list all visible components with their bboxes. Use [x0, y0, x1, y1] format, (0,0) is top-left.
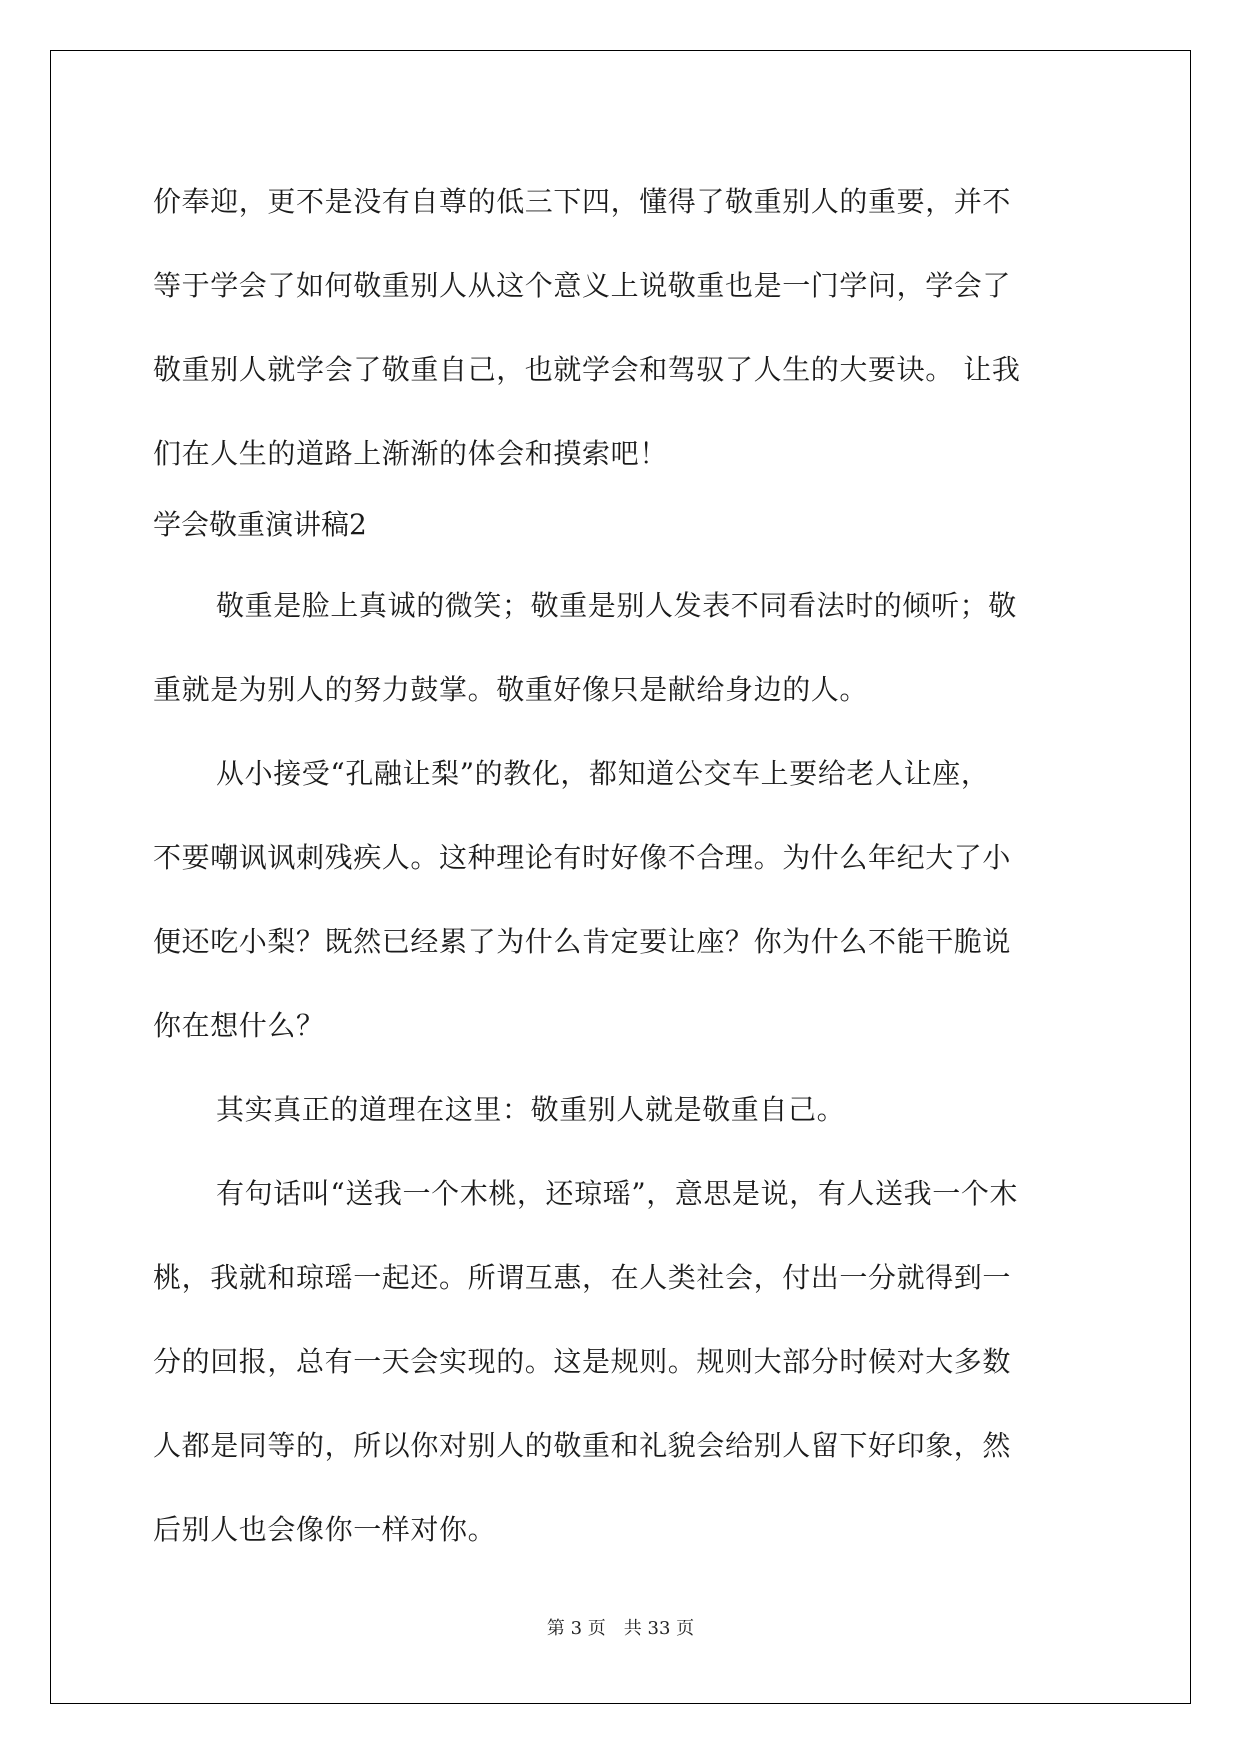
text-line: 等于学会了如何敬重别人从这个意义上说敬重也是一门学问，学会了 [153, 269, 1012, 302]
text-line: 们在人生的道路上渐渐的体会和摸索吧！ [153, 437, 668, 470]
paragraph-line: 不要嘲讽讽刺残疾人。这种理论有时好像不合理。为什么年纪大了小 [153, 841, 1012, 874]
text-line: 敬重别人就学会了敬重自己，也就学会和驾驭了人生的大要诀。 让我 [153, 353, 1021, 386]
paragraph-line: 从小接受“孔融让梨”的教化，都知道公交车上要给老人让座， [216, 757, 990, 790]
paragraph-line: 后别人也会像你一样对你。 [153, 1513, 497, 1546]
paragraph-line: 重就是为别人的努力鼓掌。敬重好像只是献给身边的人。 [153, 673, 869, 706]
paragraph-line: 其实真正的道理在这里：敬重别人就是敬重自己。 [216, 1093, 846, 1126]
document-body [153, 160, 1091, 1572]
section-heading: 学会敬重演讲稿2 [153, 508, 367, 541]
paragraph-line: 敬重是脸上真诚的微笑；敬重是别人发表不同看法时的倾听；敬 [216, 589, 1017, 622]
paragraph-line: 有句话叫“送我一个木桃，还琼瑶”，意思是说，有人送我一个木 [216, 1177, 1019, 1210]
page-number-footer: 第 3 页 共 33 页 [546, 1618, 695, 1639]
paragraph-line: 人都是同等的，所以你对别人的敬重和礼貌会给别人留下好印象，然 [153, 1429, 1012, 1462]
paragraph-line: 分的回报，总有一天会实现的。这是规则。规则大部分时候对大多数 [153, 1345, 1012, 1378]
paragraph-line: 桃，我就和琼瑶一起还。所谓互惠，在人类社会，付出一分就得到一 [153, 1261, 1012, 1294]
text-line: 价奉迎，更不是没有自尊的低三下四，懂得了敬重别人的重要，并不 [153, 185, 1012, 218]
paragraph-line: 你在想什么？ [153, 1009, 325, 1042]
paragraph-line: 便还吃小梨？既然已经累了为什么肯定要让座？你为什么不能干脆说 [153, 925, 1012, 958]
